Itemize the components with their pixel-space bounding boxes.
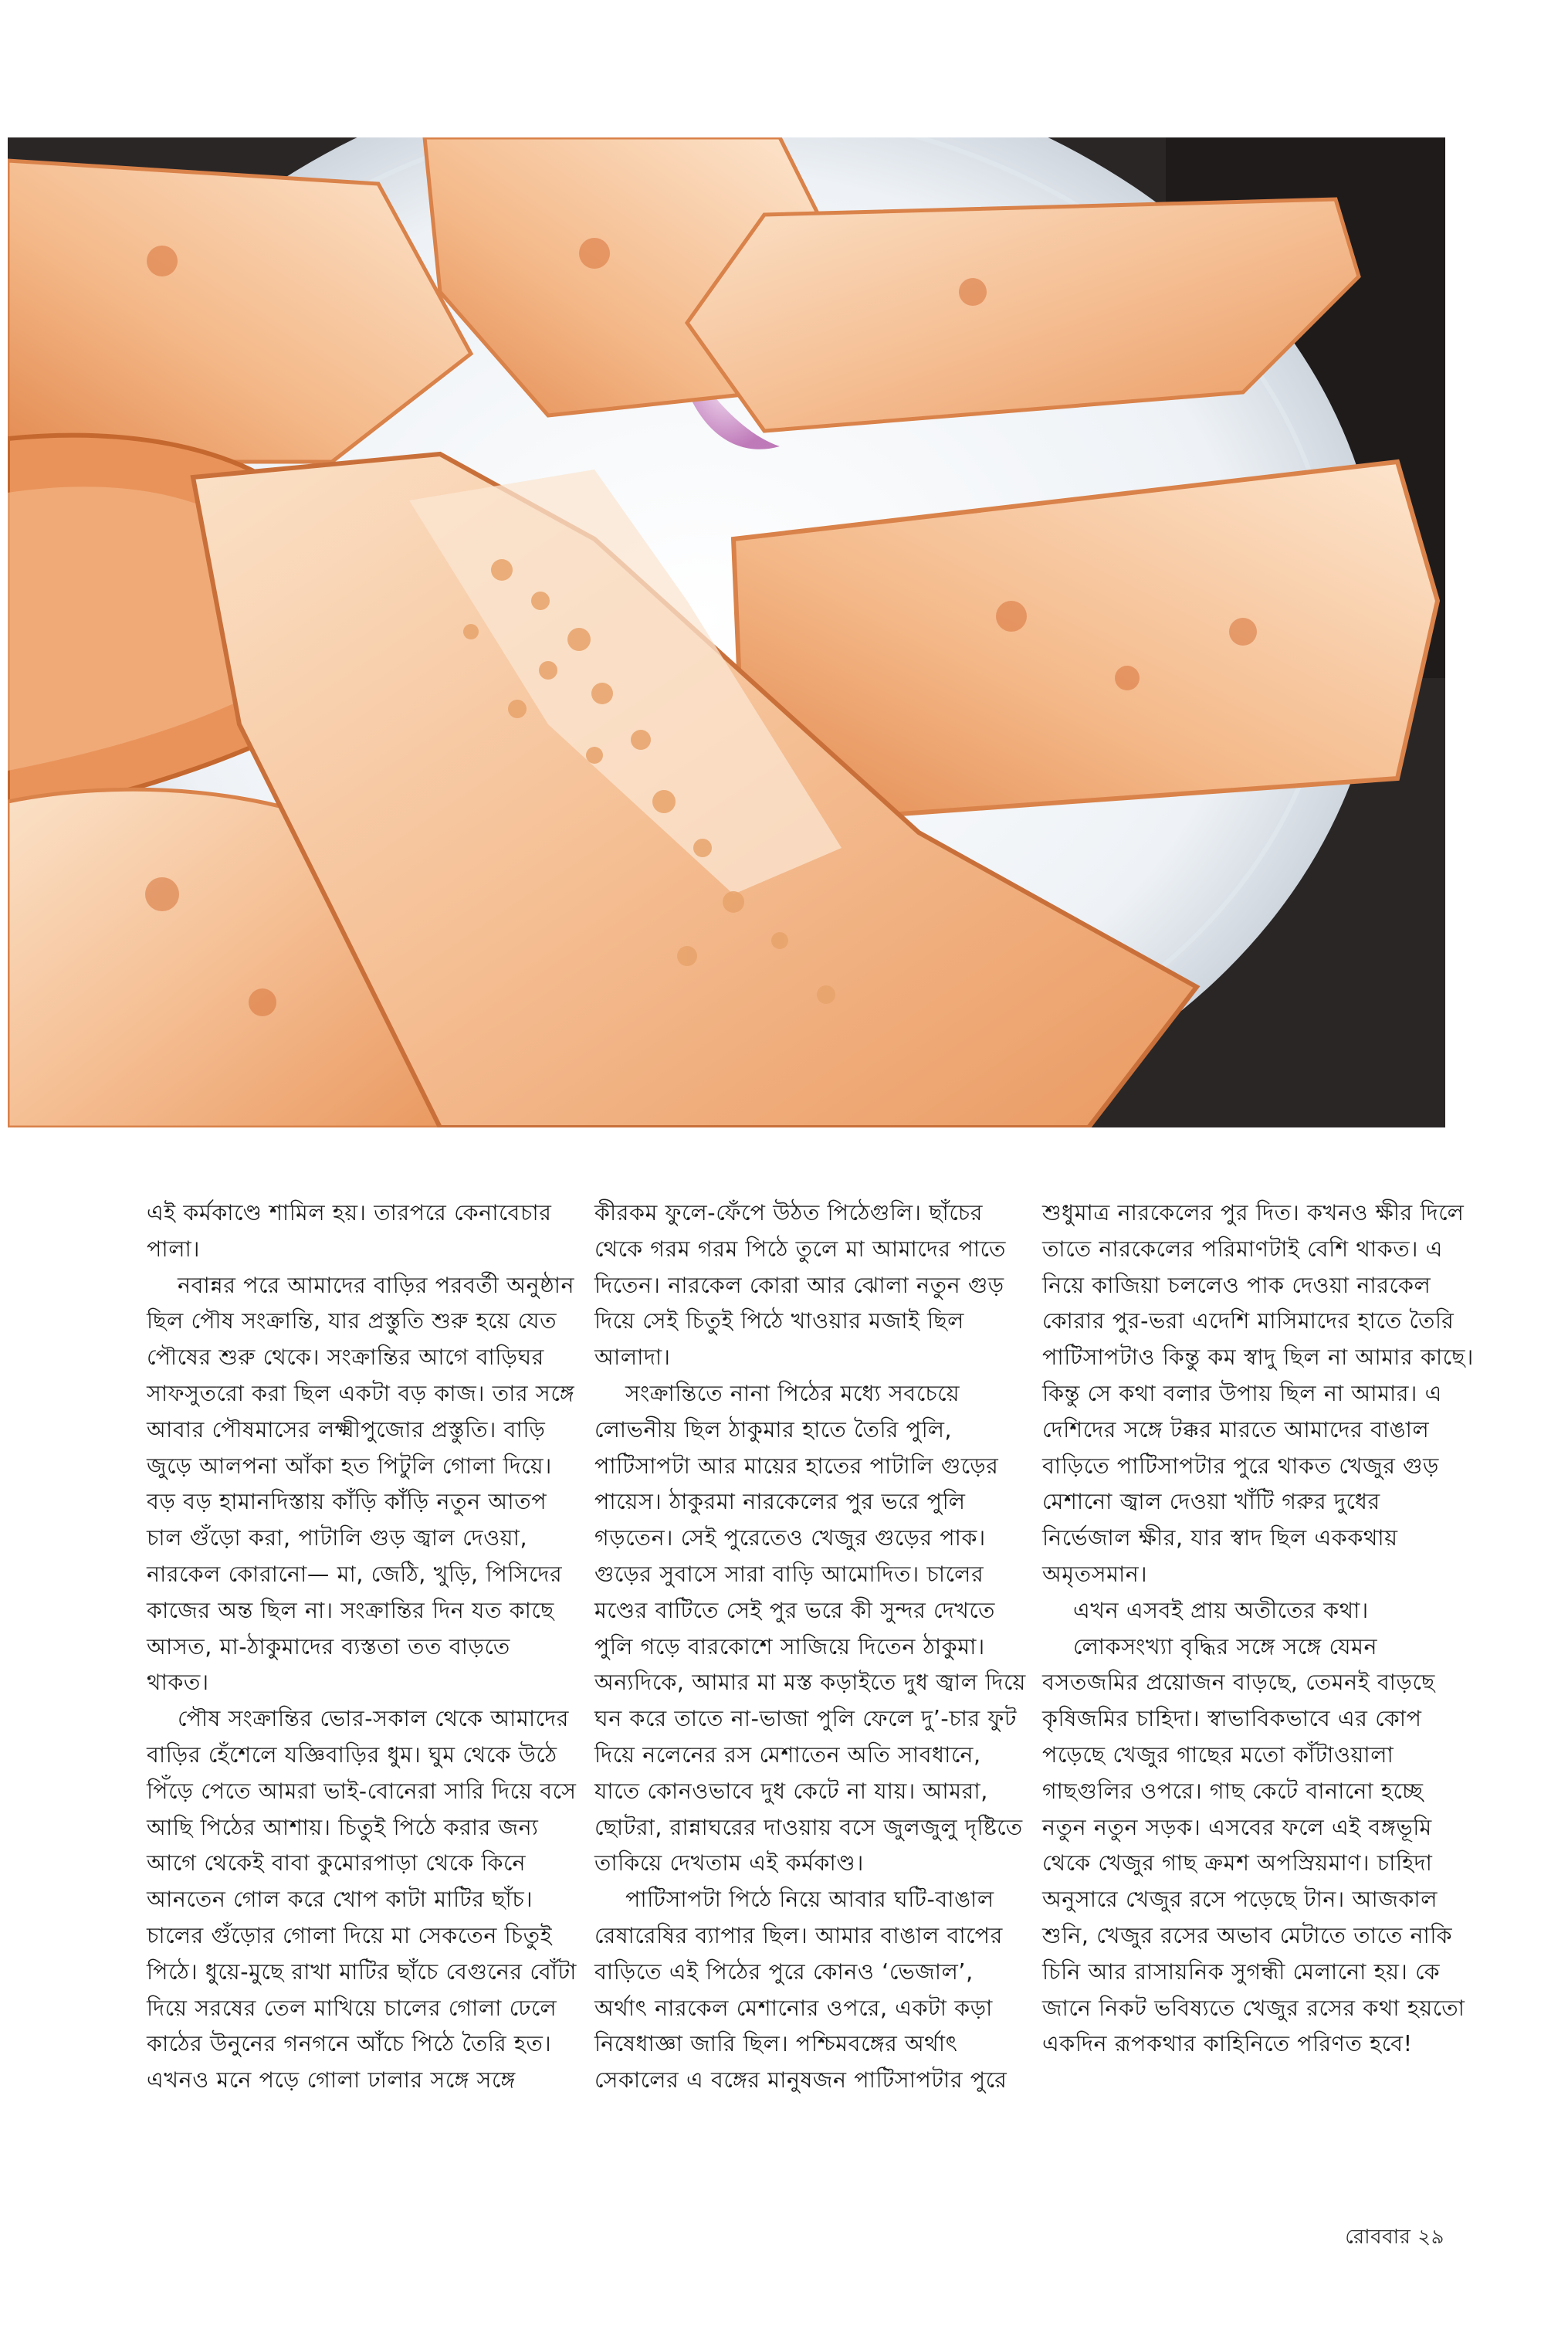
paragraph: লোকসংখ্যা বৃদ্ধির সঙ্গে সঙ্গে যেমন বসতজমির প্রয়োজন বাড়ছে, তেমনই বাড়ছে কৃষিজমির চাহিদা। স্বাভাবিকভাবে এর কোপ পড়েছে খেজুর গাছের মতো কাঁটাওয়ালা গাছগুলির ওপরে। গাছ কেটে বানানো হচ্ছে নতুন নতুন সড়ক। এসবের ফলে এই বঙ্গভূমি থেকে খেজুর গাছ ক্রমশ অপস্রিয়মাণ। চাহিদা অনুসারে খেজুর রসে পড়েছে টান। আজকাল শুনি, খেজুর রসের অভাব মেটাতে তাতে নাকি চিনি আর রাসায়নিক সুগন্ধী মেলানো হয়। কে জানে নিকট ভবিষ্যতে খেজুর রসের কথা হয়তো একদিন রূপকথার কাহিনিতে পরিণত হবে! [1042, 1633, 1465, 2057]
article-column-2 [594, 1195, 1027, 2099]
page-folio: রোববার ২৯ [1345, 2226, 1444, 2249]
patishapta-plate-photo [8, 137, 1445, 1127]
paragraph: এই কর্মকাণ্ডে শামিল হয়। তারপরে কেনাবেচার পালা। [147, 1200, 552, 1262]
paragraph: নবান্নর পরে আমাদের বাড়ির পরবর্তী অনুষ্ঠান ছিল পৌষ সংক্রান্তি, যার প্রস্তুতি শুরু হয়ে যেত পৌষের শুরু থেকে। সংক্রান্তির আগে বাড়িঘর সাফসুতরো করা ছিল একটা বড় কাজ। তার সঙ্গে আবার পৌষমাসের লক্ষ্মীপুজোর প্রস্তুতি। বাড়ি জুড়ে আলপনা আঁকা হত পিটুলি গোলা দিয়ে। বড় বড় হামানদিস্তায় কাঁড়ি কাঁড়ি নতুন আতপ চাল গুঁড়ো করা, পাটালি গুড় জ্বাল দেওয়া, নারকেল কোরানো— মা, জেঠি, খুড়ি, পিসিদের কাজের অন্ত ছিল না। সংক্রান্তির দিন যত কাছে আসত, মা-ঠাকুমাদের ব্যস্ততা তত বাড়তে থাকত। [147, 1272, 575, 1696]
patishapta-illustration [8, 137, 1445, 1127]
paragraph: কীরকম ফুলে-ফেঁপে উঠত পিঠেগুলি। ছাঁচের থেকে গরম গরম পিঠে তুলে মা আমাদের পাতে দিতেন। নারকেল কোরা আর ঝোলা নতুন গুড় দিয়ে সেই চিতুই পিঠে খাওয়ার মজাই ছিল আলাদা। [594, 1200, 1007, 1371]
article-column-1 [147, 1195, 579, 2099]
paragraph: সংক্রান্তিতে নানা পিঠের মধ্যে সবচেয়ে লোভনীয় ছিল ঠাকুমার হাতে তৈরি পুলি, পাটিসাপটা আর মায়ের হাতের পাটালি গুড়ের পায়েস। ঠাকুরমা নারকেলের পুর ভরে পুলি গড়তেন। সেই পুরেতেও খেজুর গুড়ের পাক। গুড়ের সুবাসে সারা বাড়ি আমোদিত। চালের মণ্ডের বাটিতে সেই পুর ভরে কী সুন্দর দেখতে পুলি গড়ে বারকোশে সাজিয়ে দিতেন ঠাকুমা। অন্যদিকে, আমার মা মস্ত কড়াইতে দুধ জ্বাল দিয়ে ঘন করে তাতে না-ভাজা পুলি ফেলে দু’-চার ফুট দিয়ে নলেনের রস মেশাতেন অতি সাবধানে, যাতে কোনওভাবে দুধ কেটে না যায়। আমরা, ছোটরা, রান্নাঘরের দাওয়ায় বসে জুলজুলু দৃষ্টিতে তাকিয়ে দেখতাম এই কর্মকাণ্ড। [594, 1380, 1026, 1877]
paragraph: শুধুমাত্র নারকেলের পুর দিত। কখনও ক্ষীর দিলে তাতে নারকেলের পরিমাণটাই বেশি থাকত। এ নিয়ে কাজিয়া চললেও পাক দেওয়া নারকেল কোরার পুর-ভরা এদেশি মাসিমাদের হাতে তৈরি পাটিসাপটাও কিন্তু কম স্বাদু ছিল না আমার কাছে। কিন্তু সে কথা বলার উপায় ছিল না আমার। এ দেশিদের সঙ্গে টক্কর মারতে আমাদের বাঙাল বাড়িতে পাটিসাপটার পুরে থাকত খেজুর গুড় মেশানো জ্বাল দেওয়া খাঁটি গরুর দুধের নির্ভেজাল ক্ষীর, যার স্বাদ ছিল এককথায় অমৃতসমান। [1042, 1200, 1474, 1587]
paragraph: পাটিসাপটা পিঠে নিয়ে আবার ঘটি-বাঙাল রেষারেষির ব্যাপার ছিল। আমার বাঙাল বাপের বাড়িতে এই পিঠের পুরে কোনও ‘ভেজাল’, অর্থাৎ নারকেল মেশানোর ওপরে, একটা কড়া নিষেধাজ্ঞা জারি ছিল। পশ্চিমবঙ্গের অর্থাৎ সেকালের এ বঙ্গের মানুষজন পাটিসাপটার পুরে [594, 1887, 1008, 2094]
paragraph: এখন এসবই প্রায় অতীতের কথা। [1073, 1597, 1369, 1623]
paragraph: পৌষ সংক্রান্তির ভোর-সকাল থেকে আমাদের বাড়ির হেঁশেলে যজ্ঞিবাড়ির ধুম। ঘুম থেকে উঠে পিঁড়ে পেতে আমরা ভাই-বোনেরা সারি দিয়ে বসে আছি পিঠের আশায়। চিতুই পিঠে করার জন্য আগে থেকেই বাবা কুমোরপাড়া থেকে কিনে আনতেন গোল করে খোপ কাটা মাটির ছাঁচ। চালের গুঁড়োর গোলা দিয়ে মা সেকতেন চিতুই পিঠে। ধুয়ে-মুছে রাখা মাটির ছাঁচে বেগুনের বোঁটা দিয়ে সরষের তেল মাখিয়ে চালের গোলা ঢেলে কাঠের উনুনের গনগনে আঁচে পিঠে তৈরি হত। এখনও মনে পড়ে গোলা ঢালার সঙ্গে সঙ্গে [147, 1706, 577, 2094]
article-column-3 [1042, 1195, 1475, 2063]
